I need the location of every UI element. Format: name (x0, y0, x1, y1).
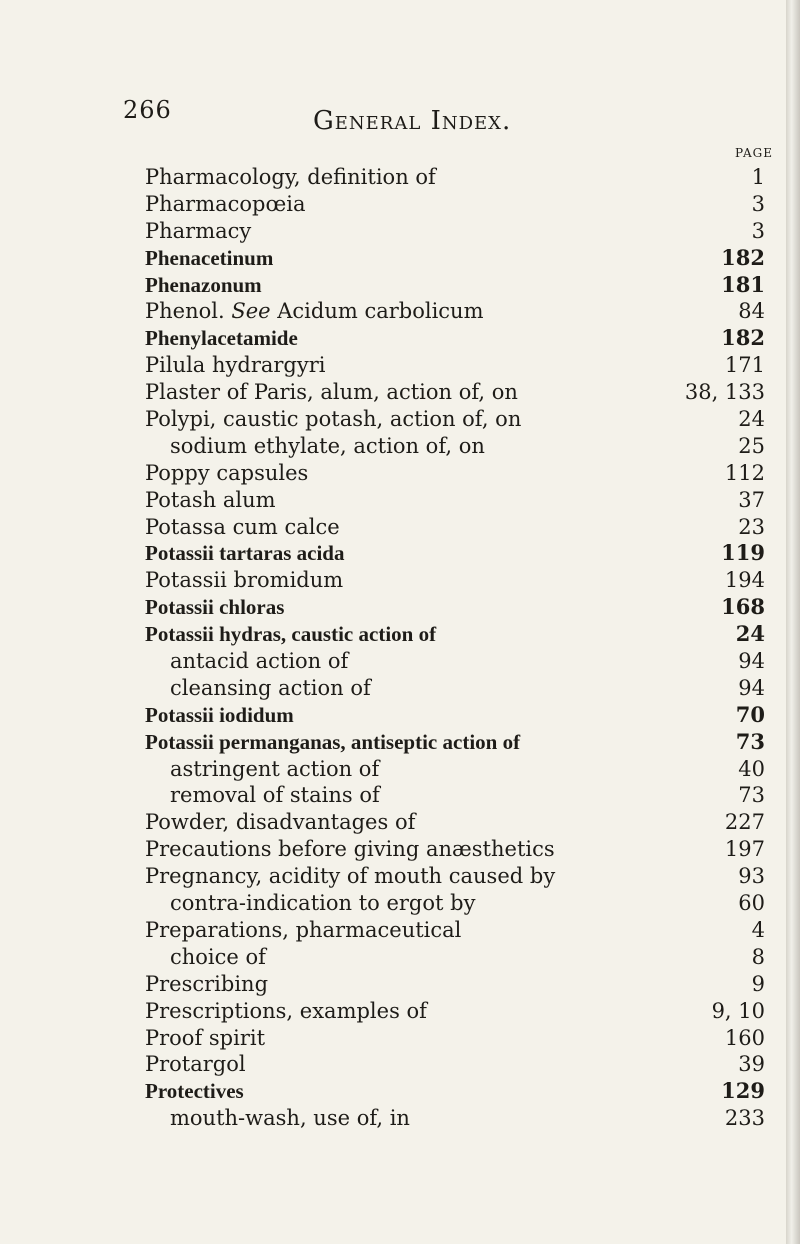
index-page-ref: 3 (751, 218, 765, 243)
page-column-label: PAGE (735, 146, 773, 160)
index-page-ref: 84 (738, 299, 765, 324)
index-term: Potassii iodidum (145, 702, 294, 727)
index-term: cleansing action of (170, 675, 371, 700)
index-page-ref: 129 (721, 1078, 765, 1104)
index-page-ref: 38, 133 (684, 380, 765, 405)
index-term: Phenylacetamide (145, 326, 298, 351)
index-page-ref: 94 (738, 649, 765, 674)
index-term: Plaster of Paris, alum, action of, on (145, 380, 518, 405)
index-list (0, 164, 800, 1132)
index-term: contra-indication to ergot by (170, 891, 476, 916)
index-page-ref: 160 (724, 1025, 765, 1050)
index-entry (0, 164, 800, 191)
index-page-ref: 171 (724, 353, 765, 378)
index-entry (0, 998, 800, 1025)
index-term: Preparations, pharmaceutical (145, 917, 462, 942)
index-entry (0, 298, 800, 325)
index-entry (0, 675, 800, 702)
index-term: Potassii tartaras acida (145, 541, 345, 566)
index-page-ref: 94 (738, 675, 765, 700)
index-entry (0, 406, 800, 433)
index-entry (0, 917, 800, 944)
index-entry (0, 352, 800, 379)
index-term: Pharmacy (145, 218, 252, 243)
index-term: Precautions before giving anæsthetics (145, 837, 555, 862)
index-entry (0, 648, 800, 675)
index-page-ref: 194 (724, 568, 765, 593)
index-entry (0, 514, 800, 541)
index-entry (0, 621, 800, 648)
index-page-ref: 227 (724, 810, 765, 835)
index-term: Prescriptions, examples of (145, 998, 427, 1023)
index-term: Prescribing (145, 971, 269, 996)
index-page-ref: 73 (738, 783, 765, 808)
index-entry (0, 756, 800, 783)
index-term: Potassii bromidum (145, 568, 344, 593)
index-term: antacid action of (170, 649, 349, 674)
index-page-ref: 233 (724, 1106, 765, 1131)
index-page-ref: 3 (751, 191, 765, 216)
index-page-ref: 39 (738, 1052, 765, 1077)
index-entry (0, 540, 800, 567)
index-page-ref: 182 (721, 244, 765, 270)
index-page-ref: 24 (738, 407, 765, 432)
index-term: Poppy capsules (145, 460, 309, 485)
index-term: Potassa cum calce (145, 514, 340, 539)
index-page-ref: 37 (738, 487, 765, 512)
index-entry (0, 729, 800, 756)
index-entry (0, 809, 800, 836)
index-term: Proof spirit (145, 1025, 266, 1050)
index-term: Pregnancy, acidity of mouth caused by (145, 864, 556, 889)
index-term: Potash alum (145, 487, 276, 512)
index-entry (0, 782, 800, 809)
index-term: Protectives (145, 1079, 244, 1104)
index-page-ref: 182 (721, 325, 765, 351)
index-page-ref: 119 (721, 540, 765, 566)
index-page-ref: 112 (724, 460, 765, 485)
index-page-ref: 197 (724, 837, 765, 862)
index-entry (0, 567, 800, 594)
index-entry (0, 325, 800, 352)
index-page-ref: 9, 10 (711, 998, 765, 1023)
index-entry (0, 245, 800, 272)
index-entry (0, 433, 800, 460)
index-entry (0, 944, 800, 971)
index-page-ref: 70 (735, 701, 765, 727)
index-entry (0, 836, 800, 863)
index-page-ref: 9 (751, 971, 765, 996)
index-entry (0, 863, 800, 890)
index-page-ref: 24 (735, 621, 765, 647)
index-page-ref: 4 (751, 917, 765, 942)
index-term: Phenol. See Acidum carbolicum (145, 299, 484, 324)
index-entry (0, 1105, 800, 1132)
index-term: Phenacetinum (145, 245, 274, 270)
index-entry (0, 594, 800, 621)
index-page-ref: 93 (738, 864, 765, 889)
index-entry (0, 379, 800, 406)
index-term: Potassii chloras (145, 595, 285, 620)
index-entry (0, 971, 800, 998)
index-page-ref: 40 (738, 756, 765, 781)
index-entry (0, 1051, 800, 1078)
index-entry (0, 218, 800, 245)
index-term: choice of (170, 944, 266, 969)
index-entry (0, 1025, 800, 1052)
index-term: Powder, disadvantages of (145, 810, 416, 835)
index-page-ref: 25 (738, 433, 765, 458)
index-term: mouth-wash, use of, in (170, 1106, 410, 1131)
index-page-ref: 73 (735, 728, 765, 754)
index-entry (0, 1078, 800, 1105)
index-term: Potassii permanganas, antiseptic action of (145, 729, 521, 754)
index-entry (0, 702, 800, 729)
index-term: sodium ethylate, action of, on (170, 433, 485, 458)
index-term: Pharmacopœia (145, 191, 306, 216)
index-page-ref: 8 (751, 944, 765, 969)
index-page-ref: 168 (721, 594, 765, 620)
index-term: Phenazonum (145, 272, 262, 297)
index-entry (0, 890, 800, 917)
index-term: Pilula hydrargyri (145, 353, 326, 378)
index-term: removal of stains of (170, 783, 380, 808)
index-term: Potassii hydras, caustic action of (145, 622, 437, 647)
index-term: astringent action of (170, 756, 380, 781)
index-term: Pharmacology, definition of (145, 165, 436, 189)
index-entry (0, 487, 800, 514)
running-head: General Index. (313, 106, 512, 136)
index-term: Polypi, caustic potash, action of, on (145, 407, 522, 432)
index-page-ref: 60 (738, 891, 765, 916)
index-entry (0, 272, 800, 299)
index-page-ref: 181 (721, 271, 765, 297)
index-entry (0, 191, 800, 218)
index-entry (0, 460, 800, 487)
index-page-ref: 1 (751, 165, 765, 189)
index-term: Protargol (145, 1052, 246, 1077)
index-page-ref: 23 (738, 514, 765, 539)
page-number: 266 (123, 96, 172, 124)
